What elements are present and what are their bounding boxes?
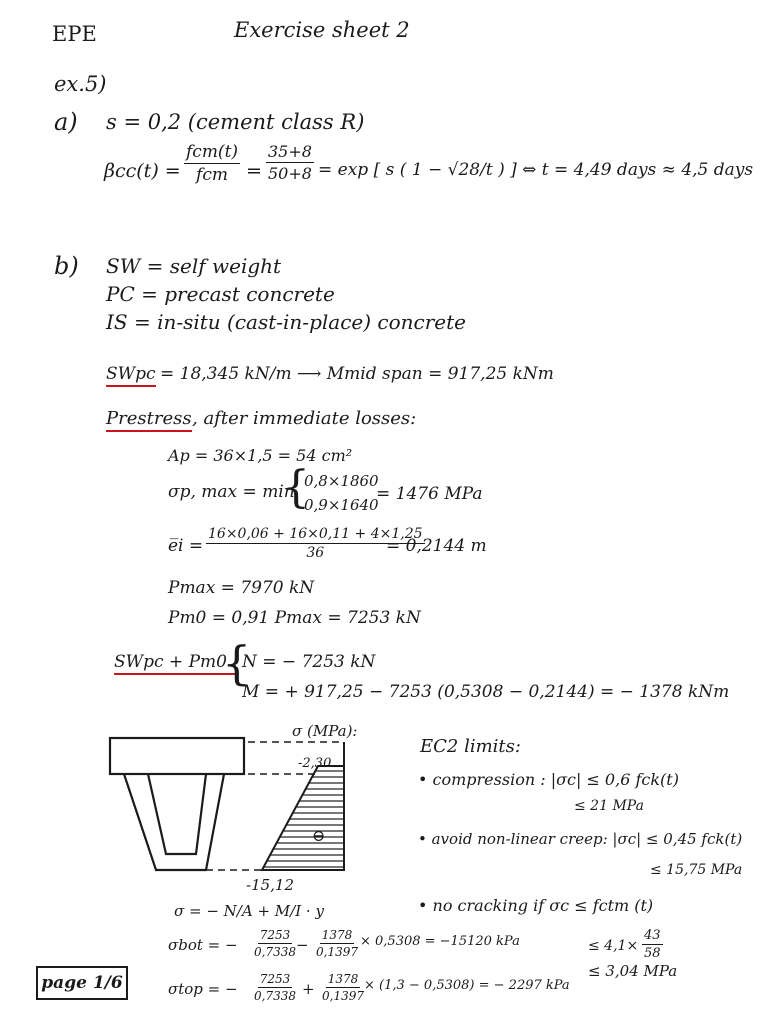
def-pc: PC = precast concrete xyxy=(106,282,335,306)
pmax-line: Pmax = 7970 kN xyxy=(168,578,315,598)
header-left: EPE xyxy=(52,22,97,46)
def-is: IS = in-situ (cast-in-place) concrete xyxy=(106,310,466,334)
combo-brace: { xyxy=(222,636,252,690)
sigma-general-formula: σ = − N/A + M/I · y xyxy=(174,902,324,920)
bottom-stress-value: -15,12 xyxy=(246,876,295,894)
sigma-bot-rhs: × 0,5308 = −15120 kPa xyxy=(360,934,520,949)
bot-n-num: 7253 xyxy=(259,928,291,942)
fcm-fraction-den: fcm xyxy=(196,165,228,185)
sigma-top-lhs: σtop = − xyxy=(168,980,238,998)
ec2-compression-value: ≤ 21 MPa xyxy=(574,798,644,814)
page-number: page 1/6 xyxy=(41,973,123,993)
ec2-cracking: • no cracking if σc ≤ fctm (t) xyxy=(418,896,654,915)
def-sw: SW = self weight xyxy=(106,254,282,278)
stress-block xyxy=(262,766,344,870)
value-fraction-num: 35+8 xyxy=(268,142,312,161)
sigma-bot-mid: − xyxy=(296,936,309,954)
sigma-max-rhs: = 1476 MPa xyxy=(376,484,483,504)
sigma-option-2: 0,9×1640 xyxy=(304,496,379,514)
part-a-label: a) xyxy=(54,108,78,136)
bot-n-den: 0,7338 xyxy=(254,945,296,959)
bot-m-fraction xyxy=(314,928,360,959)
sigma-top-mid: + xyxy=(302,980,315,998)
top-n-num: 7253 xyxy=(259,972,291,986)
sw-pc-line: = 18,345 kN/m ⟶ Mmid span = 917,25 kNm xyxy=(160,364,554,384)
slab-outline xyxy=(110,738,244,774)
beta-lhs: βcc(t) = xyxy=(104,160,181,182)
prestress-rest: , after immediate losses: xyxy=(192,408,417,429)
ap-line: Ap = 36×1,5 = 54 cm² xyxy=(168,446,353,465)
sigma-option-1: 0,8×1860 xyxy=(304,472,379,490)
fctm-fraction-den: 58 xyxy=(644,946,661,961)
sigma-top-rhs: × (1,3 − 0,5308) = − 2297 kPa xyxy=(364,978,570,993)
combo-m: M = + 917,25 − 7253 (0,5308 − 0,2144) = − 1378 kNm xyxy=(242,682,730,702)
ei-rhs: = 0,2144 m xyxy=(386,536,487,556)
beta-rhs: = exp [ s ( 1 − √28/t ) ] ⇔ t = 4,49 days ≈ 4,5 days xyxy=(318,160,754,180)
fctm-fraction xyxy=(642,928,663,961)
u-beam-inner xyxy=(148,774,206,854)
ec2-fctm-lead: ≤ 4,1× xyxy=(588,938,639,954)
sigma-axis-label: σ (MPa): xyxy=(292,722,358,740)
pm0-line: Pm0 = 0,91 Pmax = 7253 kN xyxy=(168,608,421,628)
bot-m-num: 1378 xyxy=(321,928,353,942)
sw-pc-label: SWpc xyxy=(106,364,156,387)
ei-lhs: e̅i = xyxy=(168,536,204,556)
exercise-label: ex.5) xyxy=(54,72,107,96)
ec2-title: EC2 limits: xyxy=(420,736,521,757)
ei-fraction-num: 16×0,06 + 16×0,11 + 4×1,25 xyxy=(208,526,423,542)
value-fraction-den: 50+8 xyxy=(268,164,312,183)
ec2-compression: • compression : |σc| ≤ 0,6 fck(t) xyxy=(418,770,679,789)
bot-m-den: 0,1397 xyxy=(316,945,358,959)
combo-label: SWpc + Pm0 : xyxy=(114,652,238,675)
top-m-fraction xyxy=(320,972,366,1003)
part-b-label: b) xyxy=(54,252,79,280)
beta-eq: = xyxy=(246,160,262,182)
top-m-num: 1378 xyxy=(327,972,359,986)
top-stress-value: -2,30 xyxy=(298,756,332,771)
sigma-bot-lhs: σbot = − xyxy=(168,936,238,954)
fcm-fraction-num: fcm(t) xyxy=(186,142,239,162)
u-beam-outline xyxy=(124,774,224,870)
sigma-max-lhs: σp, max = min xyxy=(168,482,295,502)
page-title: Exercise sheet 2 xyxy=(234,18,410,42)
negative-sign-icon: ⊖ xyxy=(312,826,326,845)
top-n-den: 0,7338 xyxy=(254,989,296,1003)
top-n-fraction xyxy=(252,972,298,1003)
min-brace: { xyxy=(282,462,310,513)
ec2-fctm-value: ≤ 3,04 MPa xyxy=(588,962,678,980)
part-a-line1: s = 0,2 (cement class R) xyxy=(106,110,365,134)
ec2-creep-value: ≤ 15,75 MPa xyxy=(650,862,743,878)
combo-n: N = − 7253 kN xyxy=(242,652,376,672)
ec2-creep: • avoid non-linear creep: |σc| ≤ 0,45 fck(t) xyxy=(418,830,743,848)
top-m-den: 0,1397 xyxy=(322,989,364,1003)
prestress-label: Prestress xyxy=(106,408,192,432)
page-number-box xyxy=(36,966,128,1000)
ei-fraction-den: 36 xyxy=(306,545,325,561)
bot-n-fraction xyxy=(252,928,298,959)
fctm-fraction-num: 43 xyxy=(644,928,661,943)
